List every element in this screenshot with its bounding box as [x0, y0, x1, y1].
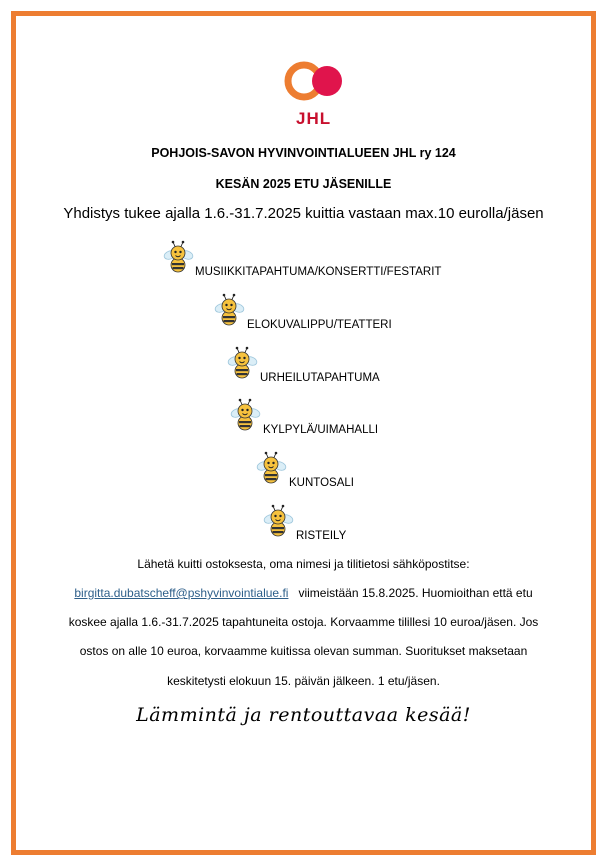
offer-title: KESÄN 2025 ETU JÄSENILLE — [215, 177, 392, 191]
bee-icon — [262, 504, 294, 538]
body-line: keskitetysti elokuun 15. päivän jälkeen. 1 etu/jäsen. — [167, 674, 440, 688]
email-line — [0, 586, 607, 600]
benefit-item-label: KYLPYLÄ/UIMAHALLI — [263, 424, 379, 436]
instruction-line: Lähetä kuitti ostoksesta, oma nimesi ja tilitietosi sähköpostitse: — [137, 557, 470, 571]
benefit-item-label: URHEILUTAPAHTUMA — [260, 372, 380, 384]
offer-subtitle: Yhdistys tukee ajalla 1.6.-31.7.2025 kuittia vastaan max.10 eurolla/jäsen — [63, 205, 544, 222]
benefit-item-label: MUSIIKKITAPAHTUMA/KONSERTTI/FESTARIT — [195, 266, 442, 278]
deadline-text: viimeistään 15.8.2025. Huomioithan että etu — [298, 586, 533, 600]
benefit-item-label: ELOKUVALIPPU/TEATTERI — [247, 319, 392, 331]
email-link[interactable]: birgitta.dubatscheff@pshyvinvointialue.fi — [74, 586, 289, 600]
logo-text: JHL — [296, 109, 332, 128]
organization-title: POHJOIS-SAVON HYVINVOINTIALUEEN JHL ry 124 — [151, 146, 456, 160]
bee-icon — [229, 398, 261, 432]
body-line: ostos on alle 10 euroa, korvaamme kuitissa olevan summan. Suoritukset maksetaan — [79, 644, 528, 658]
benefit-item-label: KUNTOSALI — [289, 477, 354, 489]
closing-greeting: Lämmintä ja rentouttavaa kesää! — [136, 704, 471, 726]
body-line: koskee ajalla 1.6.-31.7.2025 tapahtuneita ostoja. Korvaamme tilillesi 10 euroa/jäsen. Jos — [68, 615, 539, 629]
bee-icon — [213, 293, 245, 327]
benefit-item-label: RISTEILY — [296, 530, 347, 542]
bee-icon — [162, 240, 194, 274]
bee-icon — [255, 451, 287, 485]
bee-icon — [226, 346, 258, 380]
